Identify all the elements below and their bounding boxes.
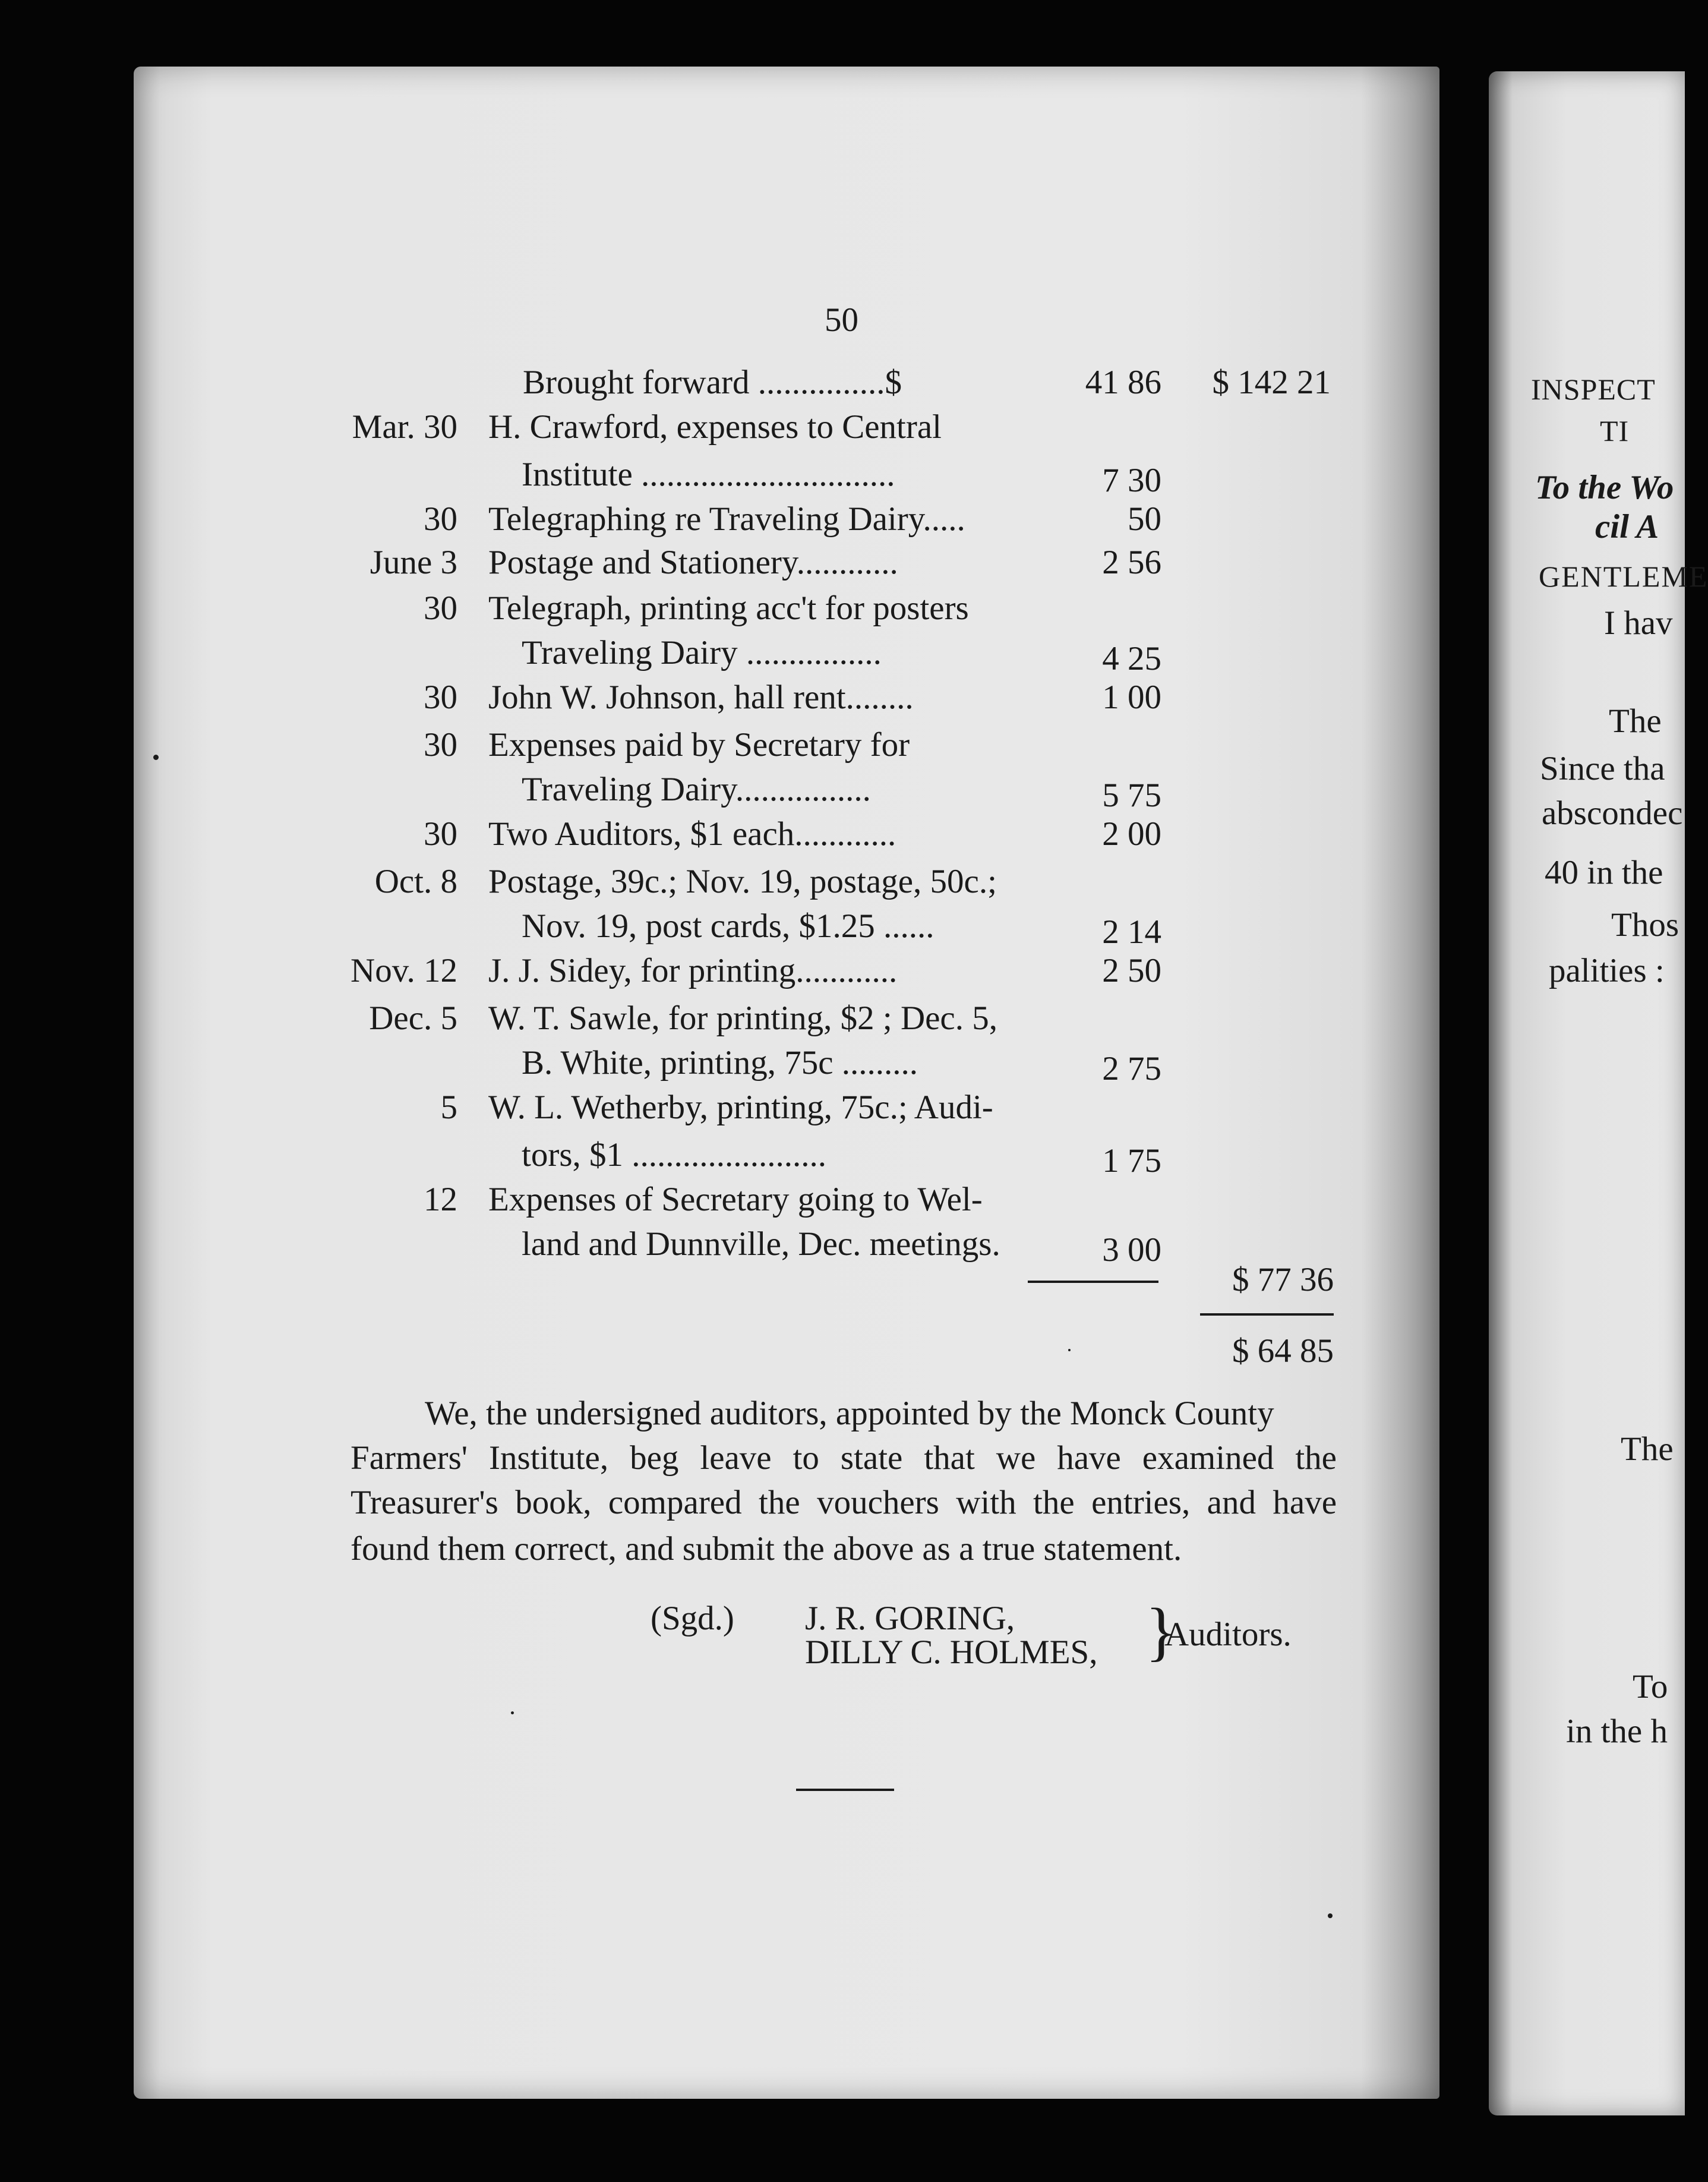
ledger-balance: $ 64 85	[1232, 1332, 1334, 1370]
ledger-description: Two Auditors, $1 each............	[488, 815, 896, 853]
scan-speck	[1068, 1349, 1071, 1351]
ledger-description: John W. Johnson, hall rent........	[488, 679, 914, 716]
ledger-date: 30	[424, 815, 457, 853]
ledger-description: Institute ..............................	[522, 456, 895, 493]
ledger-date: Dec. 5	[369, 999, 457, 1037]
ledger-description: H. Crawford, expenses to Central	[488, 408, 942, 446]
facing-page-line: To the Wo	[1535, 469, 1674, 506]
ledger-amount: 41 86	[1085, 364, 1161, 401]
ledger-total: $ 142 21	[1212, 364, 1331, 401]
facing-page-line: The	[1621, 1430, 1674, 1468]
ledger-description: Postage, 39c.; Nov. 19, postage, 50c.;	[488, 863, 997, 900]
ledger-description: Postage and Stationery............	[488, 544, 898, 581]
closing-rule	[796, 1789, 894, 1791]
ledger-amount: 4 25	[1102, 640, 1161, 677]
scan-speck	[1328, 1913, 1333, 1918]
ledger-description: Expenses of Secretary going to Wel-	[488, 1181, 983, 1218]
signature-name: J. R. GORING,	[805, 1600, 1015, 1637]
signature-role: Auditors.	[1164, 1616, 1292, 1653]
facing-page-line: palities :	[1549, 952, 1665, 989]
ledger-date: 30	[424, 589, 457, 627]
ledger-description: Traveling Dairy ................	[522, 634, 882, 671]
ledger-date: 12	[424, 1181, 457, 1218]
facing-page-line: GENTLEME	[1539, 560, 1708, 593]
ledger-description: Brought forward ...............$	[523, 364, 902, 401]
signature-sgd: (Sgd.)	[651, 1600, 734, 1637]
ledger-description: land and Dunnville, Dec. meetings.	[522, 1225, 1000, 1263]
scan-speck	[511, 1711, 514, 1714]
facing-page-line: abscondec	[1542, 794, 1683, 832]
ledger-description: J. J. Sidey, for printing............	[488, 952, 898, 989]
facing-page-line: The	[1609, 702, 1662, 740]
ledger-description: B. White, printing, 75c .........	[522, 1044, 918, 1081]
facing-page-line: Since tha	[1540, 750, 1665, 787]
ledger-date: 5	[440, 1089, 457, 1126]
ledger-amount: 50	[1128, 500, 1161, 538]
ledger-amount: 2 56	[1102, 544, 1161, 581]
facing-page-line: INSPECT	[1531, 373, 1656, 406]
statement-line: found them correct, and submit the above as a true statement.	[351, 1530, 1182, 1568]
ledger-description: Telegraphing re Traveling Dairy.....	[488, 500, 965, 538]
ledger-description: Expenses paid by Secretary for	[488, 726, 910, 764]
ledger-amount: 2 00	[1102, 815, 1161, 853]
facing-page-line: 40 in the	[1545, 854, 1663, 891]
statement-line: Farmers' Institute, beg leave to state that we have examined the	[351, 1439, 1337, 1477]
ledger-description: tors, $1 .......................	[522, 1136, 826, 1174]
facing-page-line: To	[1633, 1668, 1668, 1705]
signature-name: DILLY C. HOLMES,	[805, 1634, 1098, 1671]
scan-speck	[153, 755, 159, 760]
facing-page-line: Thos	[1611, 906, 1679, 944]
facing-page-line: I hav	[1604, 604, 1673, 642]
ledger-description: Telegraph, printing acc't for posters	[488, 589, 969, 627]
ledger-date: Oct. 8	[374, 863, 457, 900]
ledger-amount: 1 75	[1102, 1142, 1161, 1180]
ledger-description: Traveling Dairy................	[522, 771, 871, 808]
ledger-amount: 7 30	[1102, 462, 1161, 499]
ledger-date: 30	[424, 726, 457, 764]
facing-page-line: cil A	[1595, 508, 1659, 546]
ledger-date: Nov. 12	[351, 952, 457, 989]
ledger-amount: 5 75	[1102, 777, 1161, 814]
ledger-amount: 2 50	[1102, 952, 1161, 989]
ledger-amount: 2 75	[1102, 1050, 1161, 1087]
amount-underline	[1028, 1281, 1158, 1283]
page-number: 50	[825, 301, 858, 339]
ledger-description: W. T. Sawle, for printing, $2 ; Dec. 5,	[488, 999, 997, 1037]
ledger-date: Mar. 30	[352, 408, 457, 446]
ledger-date: June 3	[370, 544, 457, 581]
facing-page-line: in the h	[1566, 1713, 1668, 1750]
ledger-date: 30	[424, 500, 457, 538]
statement-line: We, the undersigned auditors, appointed by the Monck County	[425, 1395, 1274, 1432]
ledger-description: Nov. 19, post cards, $1.25 ......	[522, 907, 934, 945]
ledger-description: W. L. Wetherby, printing, 75c.; Audi-	[488, 1089, 993, 1126]
signature-brace: }	[1145, 1595, 1177, 1667]
facing-page-line: TI	[1600, 414, 1630, 447]
total-underline	[1200, 1313, 1334, 1316]
ledger-amount: 3 00	[1102, 1231, 1161, 1269]
ledger-amount: 1 00	[1102, 679, 1161, 716]
ledger-amount: 2 14	[1102, 913, 1161, 951]
ledger-subtotal: $ 77 36	[1232, 1261, 1334, 1298]
statement-line: Treasurer's book, compared the vouchers with the entries, and have	[351, 1484, 1337, 1521]
ledger-date: 30	[424, 679, 457, 716]
